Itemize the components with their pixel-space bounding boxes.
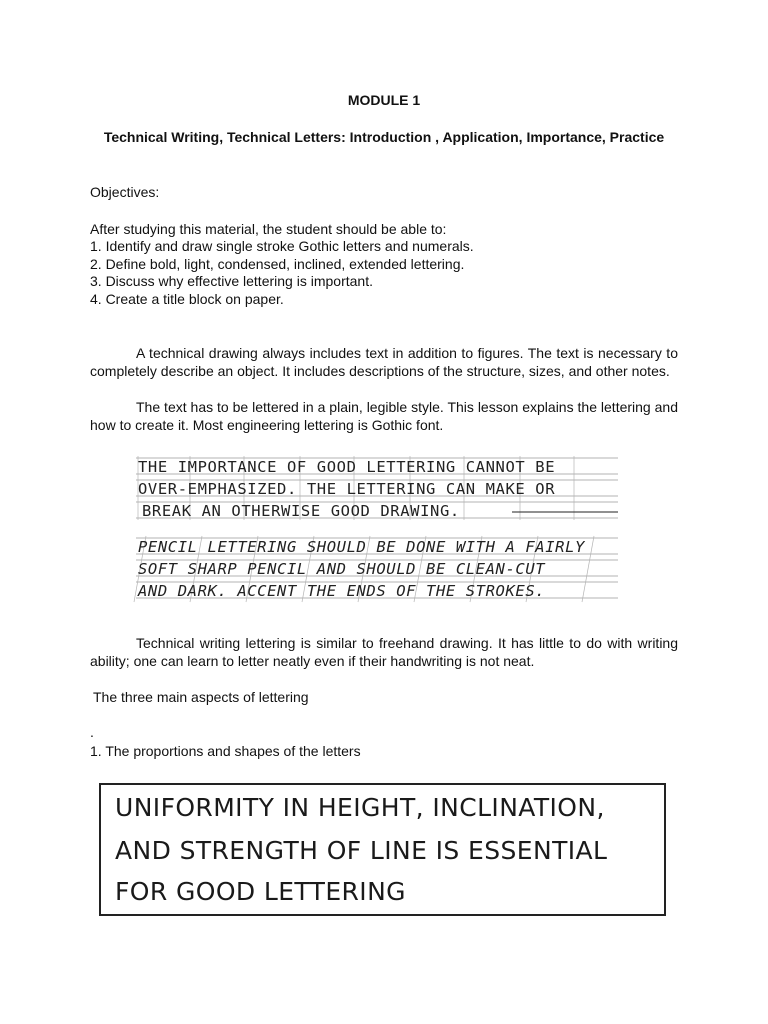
lettering-line-3: BREAK AN OTHERWISE GOOD DRAWING. [142, 502, 460, 520]
lettering-sample-image [132, 452, 622, 606]
objective-item-4: 4. Create a title block on paper. [90, 291, 284, 307]
lettering-line-6: AND DARK. ACCENT THE ENDS OF THE STROKES. [138, 582, 546, 600]
lettering-line-2: OVER-EMPHASIZED. THE LETTERING CAN MAKE OR [138, 480, 556, 498]
module-title: MODULE 1 [347, 92, 421, 108]
objectives-intro: After studying this material, the student should be able to: [90, 221, 447, 237]
paragraph-freehand-text: Technical writing lettering is similar to freehand drawing. It has little to do with writing ability; one can learn to letter neatly even if their handwriting is not neat. [90, 635, 678, 669]
aspect-item-1: 1. The proportions and shapes of the letters [90, 743, 361, 759]
lettering-line-4: PENCIL LETTERING SHOULD BE DONE WITH A FAIRLY [138, 538, 585, 556]
paragraph-style-text: The text has to be lettered in a plain, legible style. This lesson explains the lettering and how to create it. Most engineering lettering is Gothic font. [90, 399, 678, 433]
uniformity-line-2: AND STRENGTH OF LINE IS ESSENTIAL [115, 836, 608, 865]
objective-item-2: 2. Define bold, light, condensed, inclined, extended lettering. [90, 256, 465, 272]
paragraph-freehand [90, 634, 678, 670]
lettering-sample-figure [132, 452, 622, 606]
paragraph-style [90, 398, 678, 434]
paragraph-intro [90, 344, 678, 380]
lettering-line-5: SOFT SHARP PENCIL AND SHOULD BE CLEAN-CUT [138, 560, 546, 578]
uniformity-line-1: UNIFORMITY IN HEIGHT, INCLINATION, [115, 793, 605, 822]
objectives-heading: Objectives: [90, 184, 160, 200]
lettering-line-1: THE IMPORTANCE OF GOOD LETTERING CANNOT BE [138, 458, 556, 476]
uniformity-line-3: FOR GOOD LETTERING [115, 877, 406, 906]
document-title: Technical Writing, Technical Letters: Introduction , Application, Importance, Practice [103, 129, 665, 145]
aspects-heading: The three main aspects of lettering [93, 689, 309, 705]
objective-item-1: 1. Identify and draw single stroke Gothic letters and numerals. [90, 238, 474, 254]
uniformity-lettering-box [99, 783, 666, 916]
paragraph-intro-text: A technical drawing always includes text in addition to figures. The text is necessary to completely describe an object. It includes descriptions of the structure, sizes, and other notes. [90, 345, 678, 379]
objective-item-3: 3. Discuss why effective lettering is important. [90, 273, 373, 289]
aspects-dot: . [90, 724, 94, 740]
